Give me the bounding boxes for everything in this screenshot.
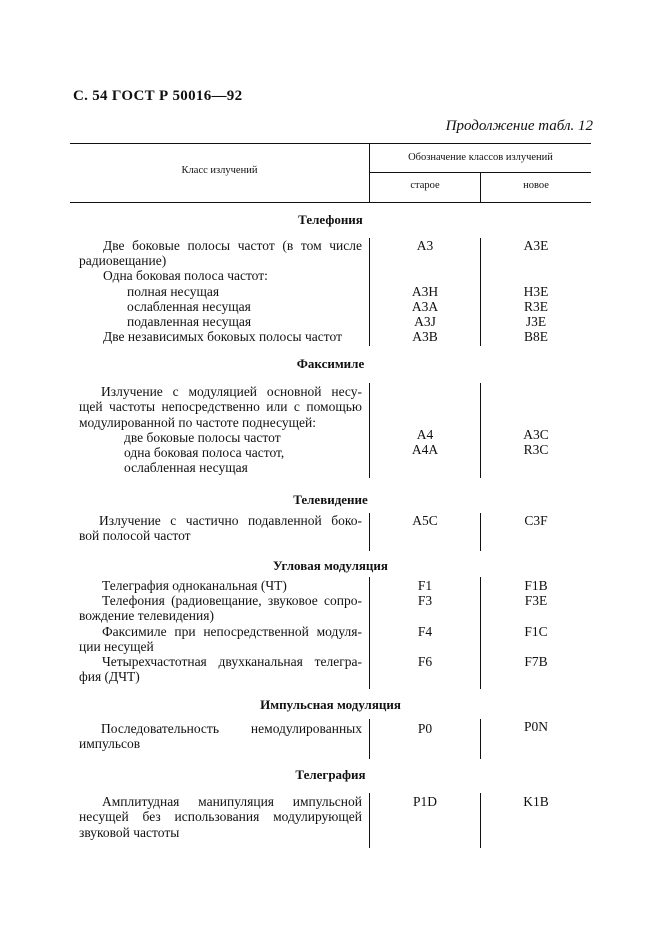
telephony-independent-old: A3B [412,329,438,344]
desc-line: модулированной по частоте поднесущей: [79,414,316,430]
desc-line: Амплитудная манипуляция импульсной [102,794,362,809]
facsimile-one-old: A4A [411,442,439,457]
section-title-facsimile: Факсимиле [296,356,365,371]
angle-facsimile-description [79,624,362,655]
angle-r2-old: F3 [417,593,433,608]
telephony-full-old: A3H [411,284,439,299]
desc-line: Излучение с модуляцией основной несу- [101,384,362,399]
facsimile-one-new: R3C [523,442,549,457]
section-title-pulse-modulation: Импульсная модуляция [260,697,401,712]
table-top-rule [70,143,591,144]
desc-line: Факсимиле при непосредственной модуля- [102,624,362,639]
facsimile-two-sidebands: две боковые полосы частот [124,430,281,445]
telephony-suppressed-new: J3E [525,314,547,329]
telephony-suppressed-old: A3J [414,314,436,329]
telegraphy-new: K1B [523,794,549,809]
facsimile-reduced-carrier: ослабленная несущая [124,460,248,475]
telephony-reduced-carrier: ослабленная несущая [127,299,251,314]
angle-r1-new: F1B [524,578,548,593]
column-header-new: новое [523,180,549,191]
desc-line: Излучение с частично подавленной боко- [99,513,362,528]
telephony-ssb-label: Одна боковая полоса частот: [103,268,268,283]
header-bottom-rule [70,202,591,203]
desc-line: несущей без использования модулирующей [79,809,362,825]
telegraphy-description [79,794,362,840]
pulse-old: P0 [417,721,433,736]
desc-line: щей частоты непосредственно или с помощью [79,399,362,415]
desc-line: ции несущей [79,639,154,655]
desc-line: вождение телевидения) [79,608,214,624]
angle-r2-new: F3E [524,593,548,608]
television-old: A5C [412,513,438,528]
telephony-reduced-old: A3A [411,299,439,314]
telephony-reduced-new: R3E [523,299,548,314]
telephony-suppressed-carrier: подавленная несущая [127,314,252,329]
facsimile-two-old: A4 [416,427,434,442]
column-header-designation: Обозначение классов излучений [408,152,553,163]
telephony-independent-sidebands: Две независимых боковых полосы частот [103,329,342,344]
desc-line: Четырехчастотная двухканальная телегра- [102,654,362,669]
desc-line: Две боковые полосы частот (в том числе [103,238,362,253]
column-header-old: старое [410,180,440,191]
desc-line: Последовательность немодулированных [101,721,362,736]
section-title-television: Телевидение [293,492,368,507]
telephony-dsb-old: A3 [416,238,434,253]
column-header-class: Класс излучений [181,165,258,176]
section-title-angle-modulation: Угловая модуляция [273,558,388,573]
telegraphy-old: P1D [412,794,437,809]
page-reference: С. 54 ГОСТ Р 50016—92 [73,88,243,104]
section-title-telephony: Телефония [298,212,363,227]
television-new: C3F [524,513,548,528]
pulse-description [79,721,362,752]
angle-r3-new: F1C [524,624,548,639]
facsimile-one-sideband: одна боковая полоса частот, [124,445,285,460]
telephony-full-new: H3E [523,284,549,299]
telephony-full-carrier: полная несущая [127,284,220,299]
angle-r4-new: F7B [524,654,548,669]
television-description [79,513,362,544]
facsimile-two-new: A3C [523,427,549,442]
angle-four-freq-description [79,654,362,685]
desc-line: вой полосой частот [79,528,191,544]
angle-r1-old: F1 [417,578,433,593]
angle-telephony-description [79,593,362,624]
facsimile-description [79,384,362,430]
angle-r4-old: F6 [417,654,433,669]
table-continuation-caption: Продолжение табл. 12 [445,118,593,134]
desc-line: радиовещание) [79,253,167,269]
angle-telegraphy-single: Телеграфия одноканальная (ЧТ) [102,578,287,593]
desc-line: фия (ДЧТ) [79,669,140,685]
angle-r3-old: F4 [417,624,433,639]
desc-line: звуковой частоты [79,824,180,840]
telephony-dsb-new: A3E [523,238,549,253]
desc-line: Телефония (радиовещание, звуковое сопро- [102,593,362,608]
pulse-new: P0N [523,719,548,734]
telephony-independent-new: B8E [523,329,548,344]
telephony-dsb-description [79,238,362,269]
section-title-telegraphy: Телеграфия [295,767,366,782]
desc-line: импульсов [79,736,141,752]
